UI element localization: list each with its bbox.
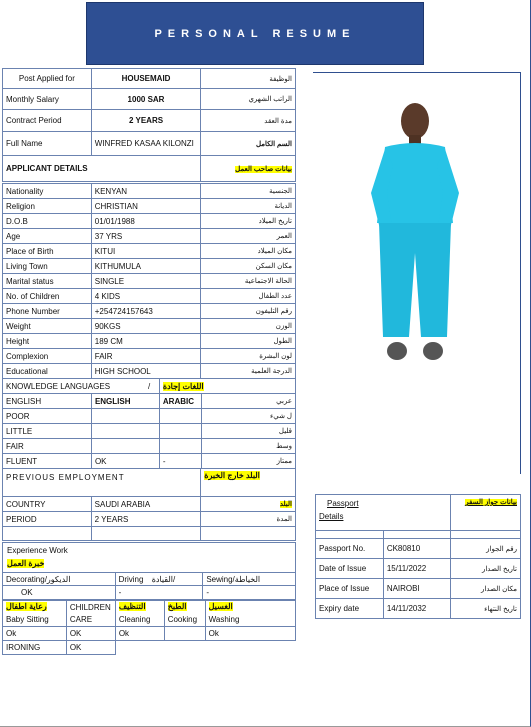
prev-blank-1 — [3, 527, 92, 541]
applicant-details-ar: بيانات صاحب العمل — [235, 165, 292, 173]
figure-right-shoe — [423, 342, 443, 360]
passport-ar: تاريخ الصدار — [451, 559, 521, 579]
passport-spacer-3 — [451, 531, 521, 539]
language-row — [3, 439, 296, 454]
detail-value: FAIR — [91, 349, 201, 364]
detail-row — [3, 184, 296, 199]
detail-ar: الطول — [201, 334, 296, 349]
detail-ar: الوزن — [201, 319, 296, 334]
passport-value: CK80810 — [383, 539, 451, 559]
languages-label — [3, 379, 160, 394]
detail-value: 01/01/1988 — [91, 214, 201, 229]
detail-ar: تاريخ الميلاد — [201, 214, 296, 229]
passport-value: 14/11/2032 — [383, 599, 451, 619]
language-row — [3, 454, 296, 469]
detail-ar: رقم التليفون — [201, 304, 296, 319]
detail-row — [3, 229, 296, 244]
passport-ar: تاريخ النتهاء — [451, 599, 521, 619]
skill-ar-text: الطبخ — [167, 602, 187, 612]
passport-spacer-1 — [316, 531, 384, 539]
detail-ar: الجنسية — [201, 184, 296, 199]
ironing-label: IRONING — [3, 641, 67, 655]
contract-value: 2 YEARS — [91, 110, 201, 132]
full-name-ar: السم الكامل — [201, 132, 296, 156]
detail-label: Living Town — [3, 259, 92, 274]
detail-value: 90KGS — [91, 319, 201, 334]
detail-ar: الديانة — [201, 199, 296, 214]
detail-label: Weight — [3, 319, 92, 334]
experience-table-2 — [2, 600, 296, 655]
detail-ar: مكان السكن — [201, 259, 296, 274]
detail-row — [3, 199, 296, 214]
figure-trousers — [379, 223, 451, 337]
passport-value: NAIROBI — [383, 579, 451, 599]
detail-value: HIGH SCHOOL — [91, 364, 201, 379]
detail-ar: لون البشرة — [201, 349, 296, 364]
passport-title-cell — [316, 495, 451, 531]
skill-label: Cleaning — [115, 613, 164, 627]
banner-title: PERSONAL RESUME — [154, 27, 356, 40]
detail-label: Educational — [3, 364, 92, 379]
personal-details-table — [2, 183, 296, 379]
languages-ar: اللغات إجادة — [162, 381, 204, 391]
skill-decorating-label: Decorating/الديكور — [3, 573, 116, 586]
passport-value: 15/11/2022 — [383, 559, 451, 579]
lang-english-value: OK — [91, 454, 159, 469]
prev-country-value: SAUDI ARABIA — [91, 497, 201, 512]
lang-level-ar: ل شيء — [201, 409, 295, 424]
skill-driving-ar: القيادة/ — [151, 574, 176, 584]
previous-employment-table — [2, 468, 296, 541]
lang-english-value — [91, 439, 159, 454]
passport-title2: Details — [319, 512, 344, 521]
skill-ar — [3, 601, 67, 613]
passport-spacer-2 — [383, 531, 451, 539]
figure-left-shoe — [387, 342, 407, 360]
detail-value: KITHUMULA — [91, 259, 201, 274]
prev-country-label: COUNTRY — [3, 497, 92, 512]
lang-head-label: ENGLISH — [3, 394, 92, 409]
skill-ar — [115, 601, 164, 613]
detail-label: Marital status — [3, 274, 92, 289]
languages-slash: / — [148, 381, 151, 391]
detail-label: Complexion — [3, 349, 92, 364]
detail-ar: العمر — [201, 229, 296, 244]
detail-ar: عدد الطفال — [201, 289, 296, 304]
detail-value: CHRISTIAN — [91, 199, 201, 214]
detail-label: Height — [3, 334, 92, 349]
lang-english-value — [91, 409, 159, 424]
languages-table — [2, 378, 296, 469]
lang-level-ar: وسط — [201, 439, 295, 454]
lang-level-label: FLUENT — [3, 454, 92, 469]
skills-row — [3, 613, 296, 627]
passport-row — [316, 579, 521, 599]
skill-value: Ok — [3, 627, 67, 641]
prev-period-label: PERIOD — [3, 512, 92, 527]
experience-table-1 — [2, 572, 296, 600]
salary-ar: الراتب الشهري — [201, 89, 296, 110]
passport-title: Passport — [327, 499, 359, 508]
detail-row — [3, 304, 296, 319]
detail-label: No. of Children — [3, 289, 92, 304]
experience-header — [2, 542, 296, 572]
prev-blank-2 — [91, 527, 201, 541]
detail-label: D.O.B — [3, 214, 92, 229]
applicant-photo — [313, 72, 521, 474]
resume-banner — [86, 2, 424, 65]
detail-row — [3, 244, 296, 259]
skill-ar-text: الغسيل — [208, 602, 233, 612]
skill-driving-label — [115, 573, 203, 586]
detail-row — [3, 289, 296, 304]
prev-period-ar: المدة — [201, 512, 296, 527]
skill-ar — [205, 601, 295, 613]
post-applied-label: Post Applied for — [3, 69, 92, 89]
detail-row — [3, 274, 296, 289]
skill-driving-value: - — [115, 586, 203, 600]
skill-label: Washing — [205, 613, 295, 627]
passport-row — [316, 599, 521, 619]
passport-label: Date of Issue — [316, 559, 384, 579]
skill-sewing-label: Sewing/الخياطة — [203, 573, 296, 586]
language-row — [3, 409, 296, 424]
passport-label: Place of Issue — [316, 579, 384, 599]
skill-value: OK — [66, 627, 115, 641]
skill-value — [164, 627, 205, 641]
passport-ar: رقم الجواز — [451, 539, 521, 559]
detail-ar: الدرجة العلمية — [201, 364, 296, 379]
lang-arabic-value — [159, 409, 201, 424]
detail-row — [3, 214, 296, 229]
skills-row — [3, 627, 296, 641]
skill-ar-text: التنظيف — [118, 602, 146, 612]
detail-label: Phone Number — [3, 304, 92, 319]
passport-row — [316, 539, 521, 559]
detail-row — [3, 364, 296, 379]
detail-value: 4 KIDS — [91, 289, 201, 304]
experience-label: Experience Work — [7, 546, 68, 555]
skill-ar — [164, 601, 205, 613]
ironing-value: OK — [66, 641, 115, 655]
previous-employment-label: PREVIOUS EMPLOYMENT — [3, 469, 201, 497]
prev-period-value: 2 YEARS — [91, 512, 201, 527]
header-info-table — [2, 68, 296, 182]
detail-ar: مكان الميلاد — [201, 244, 296, 259]
applicant-figure — [313, 73, 519, 473]
passport-label: Expiry date — [316, 599, 384, 619]
detail-value: +254724157643 — [91, 304, 201, 319]
post-applied-value: HOUSEMAID — [91, 69, 201, 89]
skill-label: Baby Sitting — [3, 613, 67, 627]
detail-value: KENYAN — [91, 184, 201, 199]
lang-arabic-value — [159, 439, 201, 454]
lang-arabic-value — [159, 424, 201, 439]
lang-head-ar: عربي — [201, 394, 295, 409]
lang-level-label: LITTLE — [3, 424, 92, 439]
passport-label: Passport No. — [316, 539, 384, 559]
detail-label: Nationality — [3, 184, 92, 199]
full-name-label: Full Name — [3, 132, 92, 156]
passport-table — [315, 494, 521, 619]
skill-sewing-value: - — [203, 586, 296, 600]
detail-row — [3, 259, 296, 274]
detail-ar: الحالة الاجتماعية — [201, 274, 296, 289]
languages-label-text: KNOWLEDGE LANGUAGES — [6, 381, 111, 391]
lang-level-label: FAIR — [3, 439, 92, 454]
contract-label: Contract Period — [3, 110, 92, 132]
skill-driving-en: Driving — [118, 574, 144, 584]
skill-decorating-value: OK — [3, 586, 116, 600]
lang-english-value — [91, 424, 159, 439]
skills-row — [3, 641, 296, 655]
previous-employment-ar: البلد خارج الخبرة — [204, 471, 260, 480]
applicant-details-label: APPLICANT DETAILS — [3, 156, 201, 182]
skills-row — [3, 601, 296, 613]
language-row — [3, 424, 296, 439]
prev-country-ar: البلد — [279, 501, 292, 508]
detail-label: Place of Birth — [3, 244, 92, 259]
skill-value: Ok — [205, 627, 295, 641]
detail-label: Age — [3, 229, 92, 244]
contract-ar: مدة العقد — [201, 110, 296, 132]
skill-ar-text: رعاية اطفال — [6, 602, 47, 612]
passport-ar: مكان الصدار — [451, 579, 521, 599]
detail-row — [3, 334, 296, 349]
salary-value: 1000 SAR — [91, 89, 201, 110]
detail-row — [3, 319, 296, 334]
passport-ar: بيانات جواز السفر — [465, 499, 517, 506]
lang-head-arabic: ARABIC — [159, 394, 201, 409]
lang-level-label: POOR — [3, 409, 92, 424]
full-name-value: WINFRED KASAA KILONZI — [91, 132, 201, 156]
detail-value: 37 YRS — [91, 229, 201, 244]
lang-arabic-value: - — [159, 454, 201, 469]
prev-blank-3 — [201, 527, 296, 541]
salary-label: Monthly Salary — [3, 89, 92, 110]
detail-value: SINGLE — [91, 274, 201, 289]
detail-row — [3, 349, 296, 364]
post-applied-ar: الوظيفة — [201, 69, 296, 89]
experience-ar: خبرة العمل — [7, 559, 45, 568]
detail-value: 189 CM — [91, 334, 201, 349]
skill-value: Ok — [115, 627, 164, 641]
figure-head — [401, 103, 429, 139]
lang-level-ar: قليل — [201, 424, 295, 439]
skill-ar: CHILDREN CARE — [66, 601, 115, 627]
lang-level-ar: ممتاز — [201, 454, 295, 469]
detail-value: KITUI — [91, 244, 201, 259]
passport-row — [316, 559, 521, 579]
lang-head-english: ENGLISH — [91, 394, 159, 409]
skill-label: Cooking — [164, 613, 205, 627]
detail-label: Religion — [3, 199, 92, 214]
